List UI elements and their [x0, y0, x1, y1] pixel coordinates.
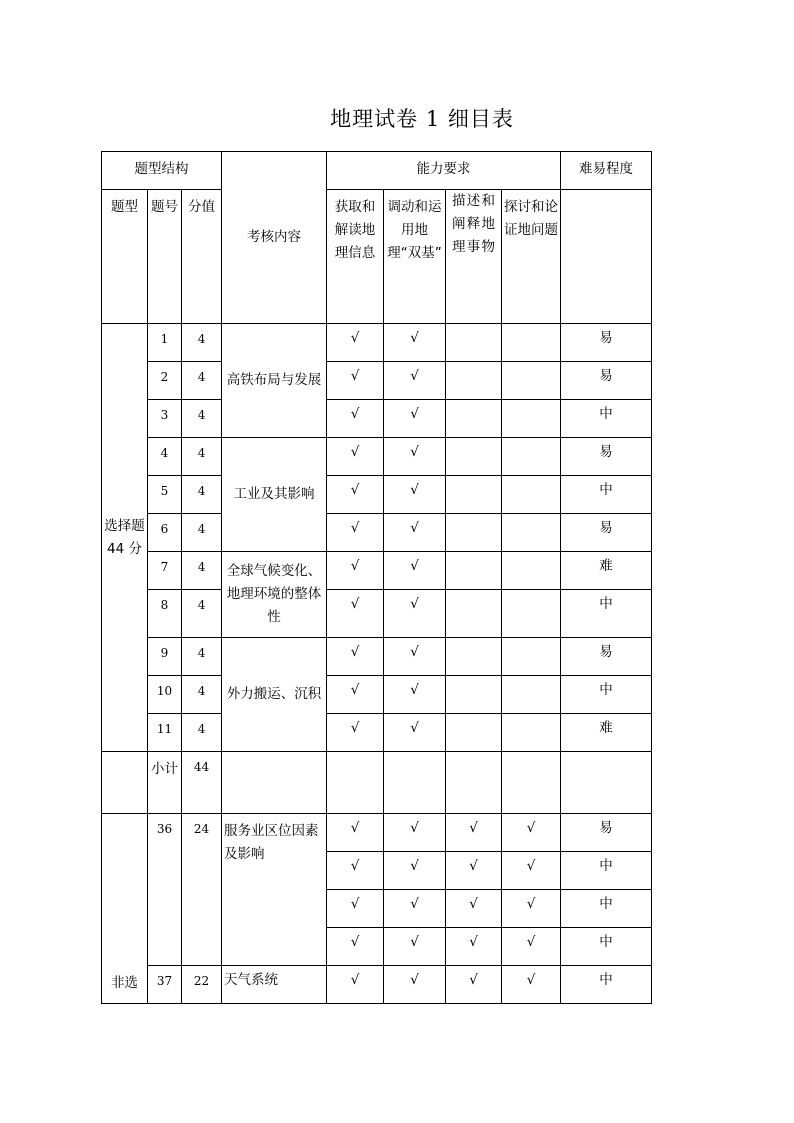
header-structure: 题型结构 — [102, 152, 222, 190]
row-score: 4 — [182, 714, 222, 752]
difficulty-level: 中 — [561, 590, 652, 638]
check-ability-3 — [446, 362, 502, 400]
row-score: 4 — [182, 476, 222, 514]
check-ability-2: √ — [384, 400, 446, 438]
header-score: 分值 — [182, 190, 222, 324]
check-ability-2: √ — [384, 814, 446, 852]
topic-cell: 全球气候变化、地理环境的整体性 — [222, 552, 327, 638]
subtotal-label: 小计 — [148, 752, 182, 814]
topic-cell: 外力搬运、沉积 — [222, 638, 327, 752]
check-ability-4 — [502, 638, 561, 676]
difficulty-level: 易 — [561, 814, 652, 852]
row-number: 1 — [148, 324, 182, 362]
check-ability-3 — [446, 324, 502, 362]
check-ability-2: √ — [384, 552, 446, 590]
check-ability-2: √ — [384, 476, 446, 514]
row-score: 4 — [182, 552, 222, 590]
topic-cell: 服务业区位因素及影响 — [222, 814, 327, 966]
check-ability-4 — [502, 400, 561, 438]
difficulty-level: 中 — [561, 676, 652, 714]
check-ability-1: √ — [327, 590, 384, 638]
check-ability-1: √ — [327, 552, 384, 590]
difficulty-level: 中 — [561, 476, 652, 514]
row-number: 7 — [148, 552, 182, 590]
check-ability-3: √ — [446, 814, 502, 852]
check-ability-2: √ — [384, 362, 446, 400]
check-ability-2: √ — [384, 714, 446, 752]
subtotal-blank — [384, 752, 446, 814]
check-ability-2: √ — [384, 928, 446, 966]
row-number: 37 — [148, 966, 182, 1004]
row-number: 9 — [148, 638, 182, 676]
check-ability-3: √ — [446, 928, 502, 966]
difficulty-level: 中 — [561, 400, 652, 438]
check-ability-1: √ — [327, 966, 384, 1004]
topic-cell: 高铁布局与发展 — [222, 324, 327, 438]
header-ability-1: 获取和解读地理信息 — [327, 190, 384, 324]
check-ability-2: √ — [384, 590, 446, 638]
check-ability-1: √ — [327, 324, 384, 362]
row-score: 4 — [182, 438, 222, 476]
row-score: 4 — [182, 638, 222, 676]
difficulty-level: 中 — [561, 852, 652, 890]
check-ability-1: √ — [327, 438, 384, 476]
row-number: 8 — [148, 590, 182, 638]
row-number: 36 — [148, 814, 182, 966]
difficulty-level: 难 — [561, 714, 652, 752]
difficulty-level: 易 — [561, 324, 652, 362]
check-ability-1: √ — [327, 476, 384, 514]
difficulty-level: 易 — [561, 514, 652, 552]
check-ability-2: √ — [384, 514, 446, 552]
difficulty-level: 中 — [561, 966, 652, 1004]
subtotal-blank — [446, 752, 502, 814]
subtotal-score: 44 — [182, 752, 222, 814]
check-ability-1: √ — [327, 638, 384, 676]
header-ability: 能力要求 — [327, 152, 561, 190]
check-ability-1: √ — [327, 400, 384, 438]
difficulty-level: 中 — [561, 890, 652, 928]
topic-cell: 天气系统 — [222, 966, 327, 1004]
check-ability-2: √ — [384, 324, 446, 362]
check-ability-1: √ — [327, 890, 384, 928]
subtotal-blank — [502, 752, 561, 814]
check-ability-2: √ — [384, 852, 446, 890]
subtotal-type-blank — [102, 752, 148, 814]
check-ability-2: √ — [384, 966, 446, 1004]
detail-table — [101, 151, 652, 1004]
check-ability-1: √ — [327, 676, 384, 714]
check-ability-1: √ — [327, 852, 384, 890]
topic-cell: 工业及其影响 — [222, 438, 327, 552]
row-score: 4 — [182, 400, 222, 438]
header-difficulty: 难易程度 — [561, 152, 652, 190]
check-ability-1: √ — [327, 928, 384, 966]
difficulty-level: 难 — [561, 552, 652, 590]
row-score: 4 — [182, 676, 222, 714]
row-number: 3 — [148, 400, 182, 438]
subtotal-blank — [327, 752, 384, 814]
check-ability-2: √ — [384, 890, 446, 928]
check-ability-4 — [502, 590, 561, 638]
row-score: 4 — [182, 324, 222, 362]
check-ability-3 — [446, 638, 502, 676]
header-content: 考核内容 — [222, 152, 327, 324]
check-ability-3: √ — [446, 966, 502, 1004]
section-choice: 选择题 44 分 — [102, 324, 148, 752]
row-score: 22 — [182, 966, 222, 1004]
subtotal-blank — [222, 752, 327, 814]
header-difficulty-blank — [561, 190, 652, 324]
check-ability-4: √ — [502, 852, 561, 890]
difficulty-level: 中 — [561, 928, 652, 966]
check-ability-3 — [446, 438, 502, 476]
row-number: 6 — [148, 514, 182, 552]
row-number: 2 — [148, 362, 182, 400]
check-ability-4 — [502, 552, 561, 590]
check-ability-4 — [502, 362, 561, 400]
check-ability-3: √ — [446, 890, 502, 928]
row-score: 24 — [182, 814, 222, 966]
check-ability-2: √ — [384, 438, 446, 476]
check-ability-1: √ — [327, 514, 384, 552]
check-ability-4: √ — [502, 814, 561, 852]
check-ability-3 — [446, 676, 502, 714]
check-ability-4 — [502, 676, 561, 714]
difficulty-level: 易 — [561, 638, 652, 676]
header-ability-3: 描述和阐释地理事物 — [446, 190, 502, 324]
check-ability-4: √ — [502, 890, 561, 928]
row-score: 4 — [182, 590, 222, 638]
row-score: 4 — [182, 514, 222, 552]
check-ability-3 — [446, 552, 502, 590]
check-ability-4 — [502, 476, 561, 514]
check-ability-2: √ — [384, 676, 446, 714]
check-ability-4 — [502, 324, 561, 362]
row-number: 4 — [148, 438, 182, 476]
difficulty-level: 易 — [561, 362, 652, 400]
row-number: 5 — [148, 476, 182, 514]
header-ability-4: 探讨和论证地问题 — [502, 190, 561, 324]
section-nonchoice: 非选 — [102, 814, 148, 1004]
header-ability-2: 调动和运用地理“双基” — [384, 190, 446, 324]
subtotal-blank — [561, 752, 652, 814]
check-ability-3 — [446, 400, 502, 438]
row-number: 10 — [148, 676, 182, 714]
check-ability-1: √ — [327, 714, 384, 752]
check-ability-3 — [446, 514, 502, 552]
check-ability-4: √ — [502, 966, 561, 1004]
check-ability-3 — [446, 714, 502, 752]
check-ability-4 — [502, 438, 561, 476]
row-number: 11 — [148, 714, 182, 752]
row-score: 4 — [182, 362, 222, 400]
check-ability-3 — [446, 590, 502, 638]
check-ability-3: √ — [446, 852, 502, 890]
check-ability-1: √ — [327, 814, 384, 852]
check-ability-2: √ — [384, 638, 446, 676]
check-ability-3 — [446, 476, 502, 514]
document-title: 地理试卷 1 细目表 — [330, 107, 514, 131]
check-ability-4 — [502, 714, 561, 752]
check-ability-4: √ — [502, 928, 561, 966]
header-number: 题号 — [148, 190, 182, 324]
check-ability-1: √ — [327, 362, 384, 400]
header-type: 题型 — [102, 190, 148, 324]
difficulty-level: 易 — [561, 438, 652, 476]
check-ability-4 — [502, 514, 561, 552]
